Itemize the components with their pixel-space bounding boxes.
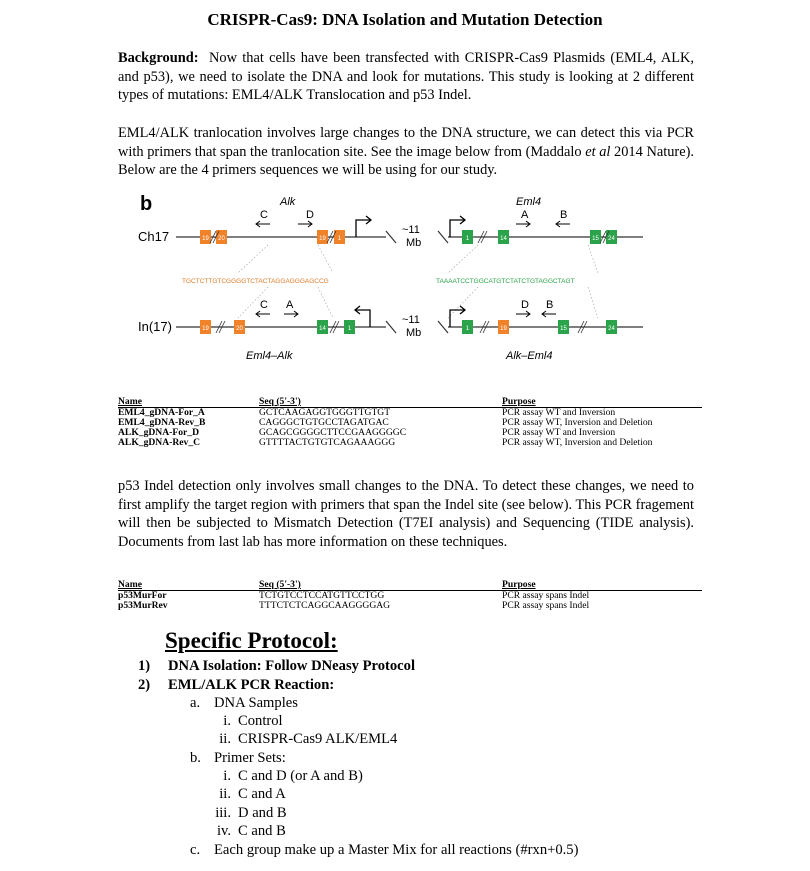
substep-b-iii	[207, 804, 287, 822]
background-label: Background:	[118, 50, 199, 66]
exon-label: 19	[202, 326, 209, 332]
primer-b-bottom: B	[546, 299, 554, 311]
step-text: D and B	[238, 805, 287, 821]
exon-label: 1	[465, 236, 470, 242]
primer-c-bottom: C	[260, 299, 268, 311]
step-text: EML/ALK PCR Reaction:	[168, 677, 335, 693]
cell: GCAGCGGGGCTTCCGAAGGGGC	[259, 427, 407, 438]
col-header: Purpose	[502, 397, 702, 408]
gap-label-top: ~11	[402, 224, 420, 236]
cell: ALK_gDNA-For_D	[118, 427, 200, 438]
cell: GTTTTACTGTGTCAGAAAGGG	[259, 437, 396, 448]
exon-label: 20	[236, 326, 243, 332]
step-text: DNA Isolation: Follow DNeasy Protocol	[168, 658, 415, 674]
exon-label: 15	[560, 326, 567, 332]
primer-d-bottom: D	[521, 299, 529, 311]
substep-b-ii	[207, 785, 286, 803]
gap-unit-bottom: Mb	[406, 327, 422, 339]
step-number: i.	[223, 713, 231, 729]
primer-c-top: C	[260, 209, 268, 221]
exon-label: 1	[347, 326, 352, 332]
page-title: CRISPR-Cas9: DNA Isolation and Mutation Detection	[207, 10, 603, 29]
primer-table-p53	[118, 580, 702, 611]
primer-d-top: D	[306, 209, 314, 221]
background-text: Now that cells have been transfected with CRISPR-Cas9 Plasmids (EML4, ALK, and p53), we need to isolate the DNA and look for mutations. This study is looking at 2 different types of mutations: EML4/ALK Translocation and p53 Indel.	[118, 50, 694, 104]
cell: PCR assay spans Indel	[502, 590, 590, 601]
cell: TCTGTCCTCCATGTTCCTGG	[259, 590, 385, 601]
substep-a-ii	[207, 730, 397, 748]
exon-label: 24	[608, 326, 615, 332]
cell: EML4_gDNA-Rev_B	[118, 417, 206, 428]
step-text: DNA Samples	[214, 695, 298, 711]
background-paragraph	[118, 49, 694, 105]
table-row	[118, 601, 702, 611]
step-number: c.	[190, 842, 201, 858]
cell: PCR assay WT and Inversion	[502, 407, 616, 418]
exon-label: 19	[202, 236, 209, 242]
step-text: CRISPR-Cas9 ALK/EML4	[238, 731, 398, 747]
col-header: Seq (5'-3')	[259, 397, 502, 408]
panel-label: b	[140, 193, 153, 215]
table-header	[118, 580, 702, 591]
eml-text-1: EML4/ALK tranlocation involves large changes to the DNA structure, we can detect this via PCR with primers that span the tranlocation site. See the image below from (Maddalo	[118, 125, 694, 160]
step-text: C and B	[238, 823, 286, 839]
in17-label: In(17)	[138, 319, 172, 334]
protocol-step-2	[138, 676, 334, 694]
table-row	[118, 591, 702, 602]
gene-alk-label: Alk	[280, 196, 296, 208]
fusion-label-left: Eml4–Alk	[246, 350, 293, 362]
step-number: ii.	[219, 731, 231, 747]
step-number: ii.	[219, 786, 231, 802]
step-number: iii.	[215, 805, 231, 821]
exon-label: 14	[500, 236, 507, 242]
step-text: Control	[238, 713, 283, 729]
eml-alk-paragraph	[118, 124, 694, 180]
gap-unit-top: Mb	[406, 237, 422, 249]
substep-c	[190, 841, 578, 859]
sequence-left: TGCTCTTGTCGGGGTCTACTAGGAGGGAGCCG	[182, 278, 329, 285]
step-number: b.	[190, 750, 201, 766]
exon-label: 1	[337, 236, 342, 242]
cell: ALK_gDNA-Rev_C	[118, 437, 201, 448]
substep-b-iv	[207, 822, 286, 840]
step-number: 1)	[138, 658, 151, 674]
step-number: 2)	[138, 677, 151, 693]
col-header: Name	[118, 580, 259, 591]
col-header: Name	[118, 397, 259, 408]
translocation-figure	[118, 193, 678, 385]
exon-label: 20	[218, 236, 225, 242]
cell: PCR assay WT, Inversion and Deletion	[502, 417, 653, 428]
exon-label: 19	[319, 236, 326, 242]
protocol-title: Specific Protocol:	[165, 628, 338, 653]
substep-b	[190, 749, 286, 767]
step-number: a.	[190, 695, 201, 711]
p53-paragraph: p53 Indel detection only involves small changes to the DNA. To detect these changes, we need to first amplify the target region with primers that span the Indel site (see below). This PCR fragement will then be subjected to Mismatch Detection (T7EI analysis) and Sequencing (TIDE analysis). Documents from last lab has more information on these techniques.	[118, 478, 694, 550]
exon-label: 24	[608, 236, 615, 242]
fusion-label-right: Alk–Eml4	[506, 350, 553, 362]
eml-text-2: 2014 Nature). Below are the 4 primers sequences we will be using for our study.	[118, 143, 694, 179]
step-text: Primer Sets:	[214, 750, 286, 766]
cell: EML4_gDNA-For_A	[118, 407, 205, 418]
exon-label: 19	[500, 326, 507, 332]
cell: PCR assay WT, Inversion and Deletion	[502, 437, 653, 448]
step-text: Each group make up a Master Mix for all reactions (#rxn+0.5)	[214, 842, 579, 858]
table-header	[118, 397, 702, 408]
step-text: C and A	[238, 786, 286, 802]
cell: p53MurFor	[118, 590, 167, 601]
primer-b-top: B	[560, 209, 568, 221]
col-header: Seq (5'-3')	[259, 580, 502, 591]
gene-eml4-label: Eml4	[516, 196, 542, 208]
eml-etal: et al	[585, 143, 611, 160]
exon-label: 1	[465, 326, 470, 332]
exon-label: 15	[592, 236, 599, 242]
sequence-right: TAAAATCCTGGCATGTCTATCTGTAGGCTAGT	[436, 278, 575, 285]
ch17-label: Ch17	[138, 229, 170, 244]
cell: GCTCAAGAGGTGGGTTGTGT	[259, 407, 391, 418]
substep-a-i	[207, 712, 283, 730]
primer-a-top: A	[521, 209, 529, 221]
step-text: C and D (or A and B)	[238, 768, 363, 784]
cell: PCR assay WT and Inversion	[502, 427, 616, 438]
cell: p53MurRev	[118, 600, 168, 611]
cell: TTTCTCTCAGGCAAGGGGAG	[259, 600, 391, 611]
step-number: iv.	[216, 823, 231, 839]
step-number: i.	[223, 768, 231, 784]
col-header: Purpose	[502, 580, 702, 591]
primer-a-bottom: A	[286, 299, 294, 311]
table-row	[118, 438, 702, 448]
substep-b-i	[207, 767, 363, 785]
protocol-step-1	[138, 657, 415, 675]
exon-label: 14	[319, 326, 326, 332]
gap-label-bottom: ~11	[402, 314, 420, 326]
substep-a	[190, 694, 298, 712]
primer-table-eml-alk	[118, 397, 702, 448]
cell: PCR assay spans Indel	[502, 600, 590, 611]
cell: CAGGGCTGTGCCTAGATGAC	[259, 417, 389, 428]
